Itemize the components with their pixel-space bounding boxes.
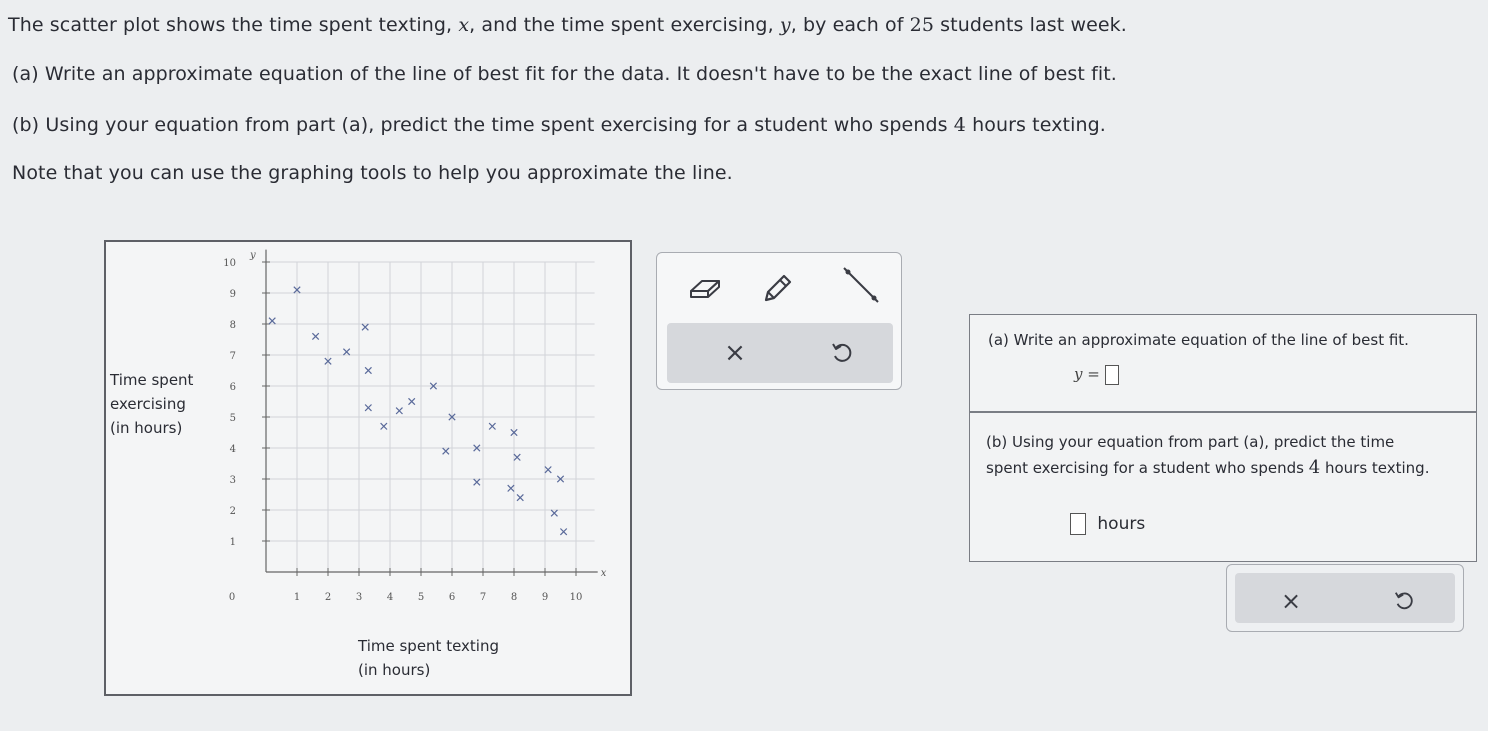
var-y: y [779,14,791,36]
panel-divider [970,411,1476,413]
x-tick-label: 10 [569,592,583,603]
question-text: The scatter plot shows the time spent texting, [8,14,459,36]
equation-input[interactable] [1105,365,1119,385]
y-tick-label: 6 [229,382,236,393]
y-axis-title-line: (in hours) [110,419,183,437]
part-b-text: hours texting. [965,114,1106,136]
graph-tools-panel [656,252,902,390]
y-tick-label: 9 [229,289,236,300]
scatter-plot[interactable] [106,242,630,694]
y-tick-label: 8 [229,320,236,331]
part-b-prompt-2 [986,457,1429,478]
y-axis-var: y [250,250,256,261]
data-point [514,454,520,460]
x-axis-var: x [600,568,607,579]
y-tick-label: 7 [229,351,236,362]
hours-value: 4 [953,114,966,136]
question-text: , by each of [790,14,910,36]
data-point [365,405,371,411]
data-point [517,494,523,500]
hours-unit-label: hours [1097,514,1146,534]
student-count: 25 [909,14,935,36]
close-icon: × [724,338,746,368]
y-axis-title-line: exercising [110,395,186,413]
undo-icon [1393,589,1417,613]
data-point [545,467,551,473]
data-point [269,318,275,324]
question-line-3 [12,114,1106,136]
x-tick-label: 7 [479,592,487,603]
part-a-prompt: (a) Write an approximate equation of the line of best fit. [988,331,1409,349]
question-line-2 [12,63,1117,85]
data-point [560,529,566,535]
x-tick-label: 6 [448,592,456,603]
data-point [474,479,480,485]
scatter-plot-panel[interactable] [104,240,632,696]
hours-input[interactable] [1070,513,1086,535]
undo-button[interactable] [825,335,861,371]
close-icon: × [1280,587,1302,615]
x-tick-label: 8 [510,592,518,603]
line-tool-icon [836,262,884,310]
question-text: , and the time spent exercising, [469,14,780,36]
data-point [443,448,449,454]
x-axis-title-line: Time spent texting [358,637,499,655]
x-tick-label: 9 [541,592,549,603]
y-tick-label: 10 [223,258,236,269]
hours-value: 4 [1308,457,1321,478]
line-tool-button[interactable] [835,261,885,311]
data-point [489,423,495,429]
part-b-prompt-text: spent exercising for a student who spends [986,459,1309,477]
data-point [365,367,371,373]
answer-panel [969,314,1477,562]
data-point [396,408,402,414]
data-point [381,423,387,429]
data-point [409,398,415,404]
x-axis-title-line: (in hours) [358,661,431,679]
y-tick-label: 1 [229,537,236,548]
y-tick-label: 2 [229,506,236,517]
x-axis-title [358,634,499,682]
x-tick-label: 2 [324,592,332,603]
x-tick-label: 1 [293,592,301,603]
y-tick-label: 4 [229,444,236,455]
x-tick-label: 0 [228,592,236,603]
data-point [343,349,349,355]
x-tick-label: 3 [355,592,363,603]
question-text: students last week. [934,14,1127,36]
undo-answer-button[interactable] [1387,583,1423,619]
answer-actions-bar [1226,564,1464,632]
x-tick-label: 5 [417,592,425,603]
y-axis-title-line: Time spent [110,371,194,389]
var-x: x [458,14,470,36]
data-point [312,333,318,339]
pencil-tool-button[interactable] [757,269,797,309]
undo-icon [830,340,856,366]
data-point [508,485,514,491]
question-line-4 [12,162,733,184]
y-tick-label: 5 [229,413,236,424]
y-tick-label: 3 [229,475,236,486]
answer-actions-inner [1235,573,1455,623]
eraser-icon [688,278,722,300]
pencil-icon [760,272,794,306]
part-b-prompt-1: (b) Using your equation from part (a), predict the time [986,433,1395,451]
hours-answer-row [1070,513,1145,535]
data-point [551,510,557,516]
eq-sign: = [1087,365,1100,383]
eq-var: y [1074,365,1083,383]
data-point [362,324,368,330]
part-b-text: (b) Using your equation from part (a), predict the time spent exercising for a student who spends [12,114,954,136]
part-b-prompt-text: hours texting. [1320,459,1430,477]
eraser-tool-button[interactable] [685,271,725,307]
part-a-text: (a) Write an approximate equation of the line of best fit for the data. It doesn't have to be the exact line of best fit. [12,63,1117,85]
question-line-1 [8,14,1127,36]
clear-button[interactable] [717,335,753,371]
note-text: Note that you can use the graphing tools to help you approximate the line. [12,162,733,184]
clear-answer-button[interactable] [1273,583,1309,619]
equation-row [1074,365,1119,385]
x-tick-label: 4 [386,592,394,603]
tool-actions-bar [667,323,893,383]
